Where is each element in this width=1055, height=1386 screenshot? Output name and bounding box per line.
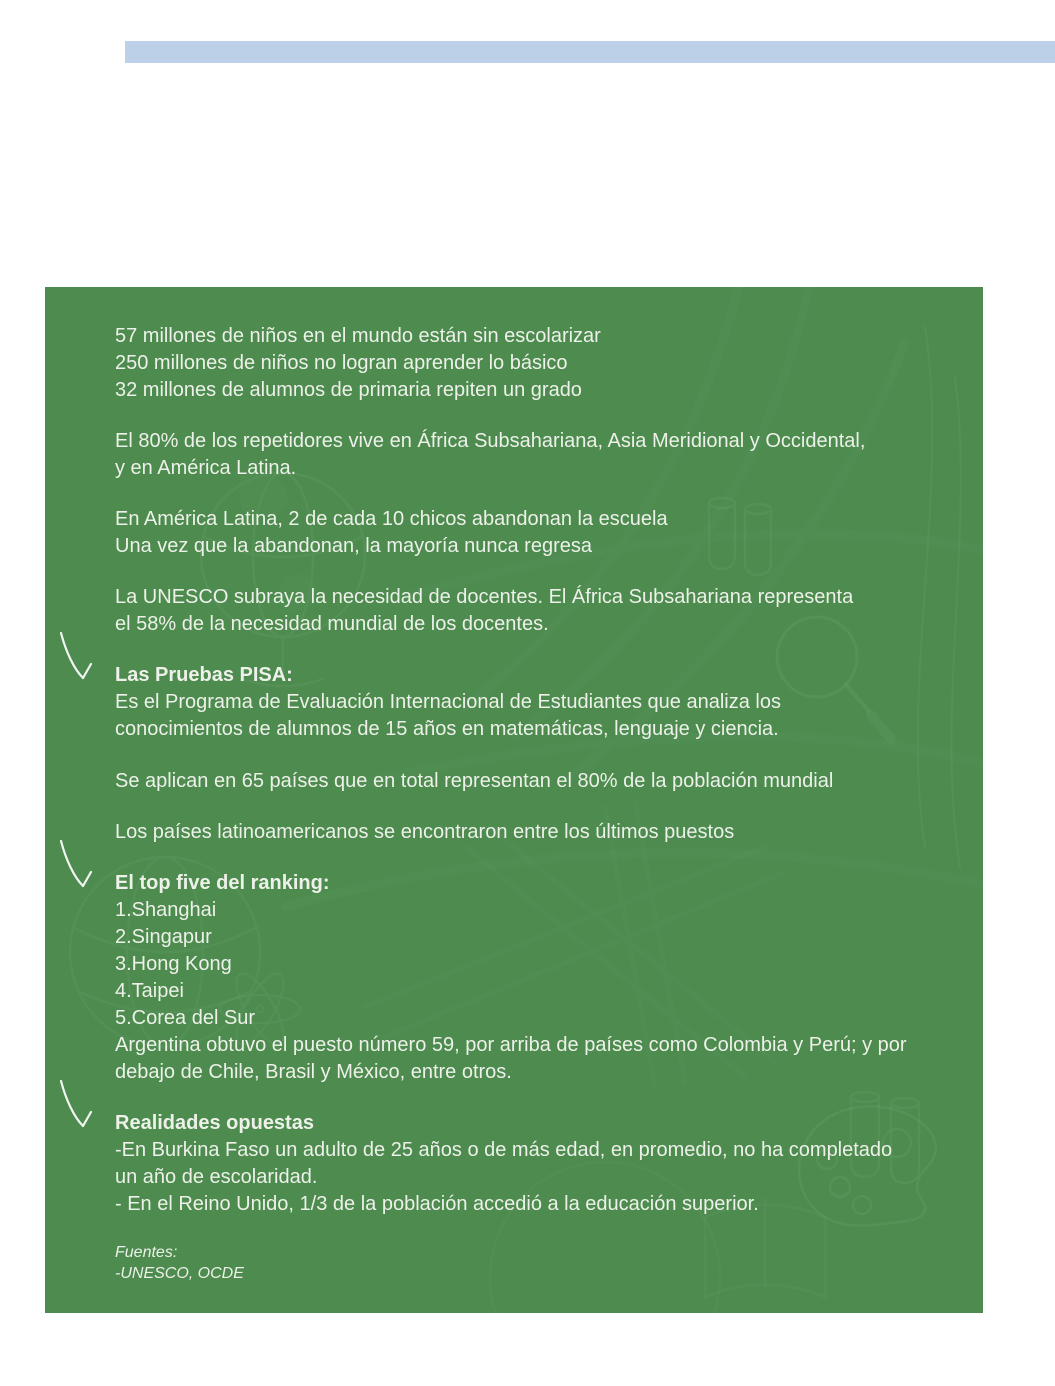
pisa-coverage-block xyxy=(115,768,928,795)
top-five-block xyxy=(115,870,928,1086)
text-line: - En el Reino Unido, 1/3 de la población accedió a la educación superior. xyxy=(115,1193,759,1215)
text-line: 32 millones de alumnos de primaria repiten un grado xyxy=(115,379,582,401)
text-line: un año de escolaridad. xyxy=(115,1166,318,1188)
text-line: 4.Taipei xyxy=(115,980,184,1002)
text-line: 1.Shanghai xyxy=(115,899,217,921)
pisa-block-heading: Las Pruebas PISA: xyxy=(115,664,293,686)
opposite-realities-block xyxy=(115,1110,928,1218)
text-line: 2.Singapur xyxy=(115,926,212,948)
opposite-realities-block-heading: Realidades opuestas xyxy=(115,1112,314,1134)
text-line: El 80% de los repetidores vive en África Subsahariana, Asia Meridional y Occidental, xyxy=(115,430,866,452)
content-panel xyxy=(45,287,983,1313)
text-line: -UNESCO, OCDE xyxy=(115,1265,244,1282)
text-line: Fuentes: xyxy=(115,1244,178,1261)
repeaters-block xyxy=(115,428,928,482)
sources-block xyxy=(115,1242,928,1284)
text-line: En América Latina, 2 de cada 10 chicos abandonan la escuela xyxy=(115,508,668,530)
text-line: Se aplican en 65 países que en total representan el 80% de la población mundial xyxy=(115,770,834,792)
text-line: 3.Hong Kong xyxy=(115,953,232,975)
text-line: Los países latinoamericanos se encontraron entre los últimos puestos xyxy=(115,821,735,843)
text-line: 57 millones de niños en el mundo están sin escolarizar xyxy=(115,325,601,347)
top-accent-bar xyxy=(125,41,1055,63)
text-line: conocimientos de alumnos de 15 años en matemáticas, lenguaje y ciencia. xyxy=(115,718,779,740)
text-line: y en América Latina. xyxy=(115,457,297,479)
text-line: el 58% de la necesidad mundial de los docentes. xyxy=(115,613,549,635)
checkmark-arrow-icon xyxy=(57,838,93,894)
text-line: -En Burkina Faso un adulto de 25 años o de más edad, en promedio, no ha completado xyxy=(115,1139,893,1161)
stats-block xyxy=(115,323,928,404)
latam-dropout-block xyxy=(115,506,928,560)
text-line: Es el Programa de Evaluación Internacional de Estudiantes que analiza los xyxy=(115,691,781,713)
text-line: Argentina obtuvo el puesto número 59, por arriba de países como Colombia y Perú; y por xyxy=(115,1034,907,1056)
text-line: debajo de Chile, Brasil y México, entre otros. xyxy=(115,1061,512,1083)
panel-content xyxy=(45,287,983,1284)
unesco-teachers-block xyxy=(115,584,928,638)
checkmark-arrow-icon xyxy=(57,1078,93,1134)
pisa-block xyxy=(115,662,928,743)
text-line: Una vez que la abandonan, la mayoría nunca regresa xyxy=(115,535,592,557)
checkmark-arrow-icon xyxy=(57,630,93,686)
latam-ranking-note-block xyxy=(115,819,928,846)
text-line: 250 millones de niños no logran aprender lo básico xyxy=(115,352,568,374)
text-line: 5.Corea del Sur xyxy=(115,1007,256,1029)
top-five-block-heading: El top five del ranking: xyxy=(115,872,330,894)
text-line: La UNESCO subraya la necesidad de docentes. El África Subsahariana representa xyxy=(115,586,854,608)
